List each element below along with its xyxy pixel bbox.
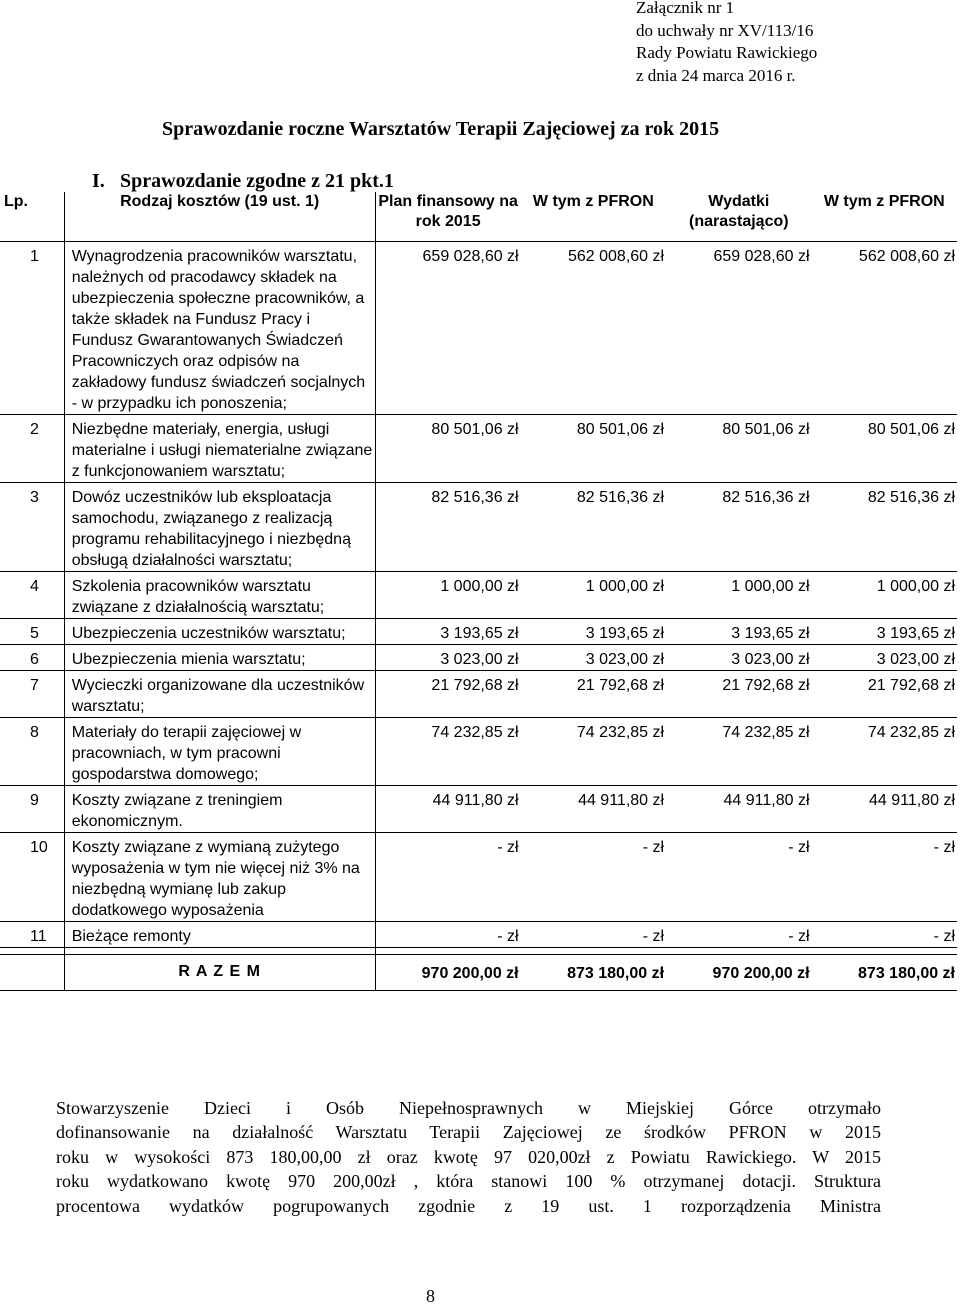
annex-line: Rady Powiatu Rawickiego: [636, 43, 818, 62]
row-plan-pfron: - zł: [642, 928, 665, 945]
row-plan: 3 023,00 zł: [375, 645, 520, 671]
row-number: 9: [30, 792, 39, 809]
annex-line: Załącznik nr 1: [636, 0, 735, 17]
row-expenses: 80 501,06 zł: [722, 421, 810, 438]
row-cost-type: Wycieczki organizowane dla uczestników warsztatu;: [64, 671, 375, 718]
row-cost-type: Ubezpieczenia uczestników warsztatu;: [64, 619, 375, 645]
total-label: R A Z E M: [64, 955, 375, 991]
table-row: [0, 671, 957, 718]
row-cost-type: Materiały do terapii zajęciowej w pracowniach, w tym pracowni gospodarstwa domowego;: [64, 718, 375, 786]
report-title: Sprawozdanie roczne Warsztatów Terapii Zajęciowej za rok 2015: [162, 118, 720, 140]
row-cost-type: Koszty związane z wymianą zużytego wyposażenia w tym nie więcej niż 3% na niezbędną wymianę lub zakup dodatkowego wyposażenia: [64, 833, 375, 922]
row-expenses: 1 000,00 zł: [731, 578, 810, 595]
table-row: [0, 833, 957, 922]
table-row: [0, 415, 957, 483]
row-cost-type: Koszty związane z treningiem ekonomicznym.: [64, 786, 375, 833]
row-number: 6: [30, 651, 39, 668]
row-plan: 659 028,60 zł: [375, 242, 520, 415]
row-plan-pfron: - zł: [642, 839, 665, 856]
row-number: 2: [30, 421, 39, 438]
header-lp: Lp.: [4, 193, 28, 210]
section-text: Sprawozdanie zgodne z 21 pkt.1: [120, 170, 394, 192]
row-number: 5: [30, 625, 39, 642]
table-header-row: [0, 192, 957, 242]
row-expenses: 21 792,68 zł: [722, 677, 810, 694]
row-expenses-pfron: 21 792,68 zł: [867, 677, 955, 694]
row-number: 3: [30, 489, 39, 506]
row-plan: 82 516,36 zł: [375, 483, 520, 572]
row-cost-type: Dowóz uczestników lub eksploatacja samochodu, związanego z realizacją programu rehabilitacyjnego i niezbędną obsługą działalności warsztatu;: [64, 483, 375, 572]
section-title: [92, 170, 394, 193]
row-expenses: - zł: [788, 928, 810, 945]
row-expenses-pfron: - zł: [933, 839, 955, 856]
page-number: 8: [426, 1286, 435, 1306]
row-expenses-pfron: 3 023,00 zł: [876, 651, 955, 668]
row-number: 1: [30, 248, 39, 265]
paragraph-line: procentowa wydatków pogrupowanych zgodnie z 19 ust. 1 rozporządzenia Ministra: [56, 1195, 881, 1216]
row-cost-type: Wynagrodzenia pracowników warsztatu, należnych od pracodawcy składek na ubezpieczenia społeczne pracowników, a także składek na Fundusz Pracy i Fundusz Gwarantowanych Świadczeń Pracowniczych oraz odpisów na zakładowy fundusz świadczeń socjalnych - w przypadku ich ponoszenia;: [64, 242, 375, 415]
row-plan: 1 000,00 zł: [375, 572, 520, 619]
row-plan: 3 193,65 zł: [375, 619, 520, 645]
row-expenses: 3 023,00 zł: [731, 651, 810, 668]
row-plan: 74 232,85 zł: [375, 718, 520, 786]
row-plan-pfron: 3 023,00 zł: [585, 651, 665, 668]
table-gap-row: [0, 948, 957, 955]
table-row: [0, 572, 957, 619]
row-plan: - zł: [375, 833, 520, 922]
table-row: [0, 619, 957, 645]
paragraph-line: dofinansowanie na działalność Warsztatu Terapii Zajęciowej ze środków PFRON w 2015: [56, 1122, 881, 1143]
row-expenses: 44 911,80 zł: [723, 792, 810, 809]
table-row: [0, 922, 957, 948]
row-plan: 44 911,80 zł: [375, 786, 520, 833]
row-plan-pfron: 3 193,65 zł: [585, 625, 665, 642]
total-plan-pfron: 873 180,00 zł: [567, 965, 665, 982]
row-plan: 80 501,06 zł: [375, 415, 520, 483]
row-cost-type: Niezbędne materiały, energia, usługi materialne i usługi niematerialne związane z funkcjonowaniem warsztatu;: [64, 415, 375, 483]
total-expenses-pfron: 873 180,00 zł: [858, 965, 955, 982]
costs-table: [0, 192, 957, 991]
row-plan: - zł: [375, 922, 520, 948]
paragraph-line: roku wydatkowano kwotę 970 200,00zł , która stanowi 100 % otrzymanej dotacji. Struktura: [56, 1171, 881, 1192]
row-expenses-pfron: 1 000,00 zł: [876, 578, 955, 595]
paragraph-line: roku w wysokości 873 180,00,00 zł oraz kwotę 97 020,00zł z Powiatu Rawickiego. W 2015: [56, 1146, 881, 1167]
total-empty-cell: [0, 955, 64, 991]
paragraph-line: Stowarzyszenie Dzieci i Osób Niepełnosprawnych w Miejskiej Górce otrzymało: [56, 1098, 881, 1118]
table-row: [0, 242, 957, 415]
annex-line: do uchwały nr XV/113/16: [636, 20, 814, 40]
total-plan: 970 200,00 zł: [375, 955, 520, 991]
row-expenses-pfron: 44 911,80 zł: [869, 792, 955, 809]
row-expenses: 74 232,85 zł: [722, 724, 810, 741]
row-plan-pfron: 1 000,00 zł: [585, 578, 665, 595]
row-plan: 21 792,68 zł: [375, 671, 520, 718]
row-number: 11: [30, 928, 47, 945]
table-row: [0, 483, 957, 572]
total-expenses: 970 200,00 zł: [712, 965, 810, 982]
row-expenses-pfron: - zł: [933, 928, 955, 945]
header-expenses-pfron: W tym z PFRON: [823, 193, 945, 210]
row-number: 8: [30, 724, 39, 741]
row-expenses: - zł: [788, 839, 810, 856]
row-expenses-pfron: 82 516,36 zł: [867, 489, 955, 506]
row-cost-type: Szkolenia pracowników warsztatu związane z działalnością warsztatu;: [64, 572, 375, 619]
row-plan-pfron: 562 008,60 zł: [567, 248, 665, 265]
header-cost-type: Rodzaj kosztów (19 ust. 1): [64, 192, 375, 242]
table-row: [0, 786, 957, 833]
table-row: [0, 718, 957, 786]
row-cost-type: Ubezpieczenia mienia warsztatu;: [64, 645, 375, 671]
section-number: I.: [92, 170, 105, 192]
row-plan-pfron: 74 232,85 zł: [576, 724, 665, 741]
row-number: 7: [30, 677, 39, 694]
header-expenses: Wydatki (narastająco): [688, 193, 789, 230]
row-plan-pfron: 21 792,68 zł: [576, 677, 665, 694]
row-cost-type: Bieżące remonty: [64, 922, 375, 948]
row-expenses-pfron: 3 193,65 zł: [876, 625, 955, 642]
row-expenses: 659 028,60 zł: [713, 248, 810, 265]
row-number: 10: [30, 839, 48, 856]
row-plan-pfron: 82 516,36 zł: [576, 489, 665, 506]
row-expenses: 82 516,36 zł: [722, 489, 810, 506]
row-number: 4: [30, 578, 39, 595]
row-plan-pfron: 44 911,80 zł: [578, 792, 665, 809]
total-row: [0, 955, 957, 991]
row-expenses: 3 193,65 zł: [731, 625, 810, 642]
annex-line: z dnia 24 marca 2016 r.: [636, 65, 796, 85]
header-plan-pfron: W tym z PFRON: [532, 193, 654, 210]
summary-paragraph: [56, 1096, 881, 1218]
row-plan-pfron: 80 501,06 zł: [576, 421, 665, 438]
table-row: [0, 645, 957, 671]
header-plan: Plan finansowy na rok 2015: [375, 192, 520, 242]
row-expenses-pfron: 74 232,85 zł: [867, 724, 955, 741]
row-expenses-pfron: 80 501,06 zł: [867, 421, 955, 438]
row-expenses-pfron: 562 008,60 zł: [858, 248, 955, 265]
annex-header: [636, 0, 817, 87]
